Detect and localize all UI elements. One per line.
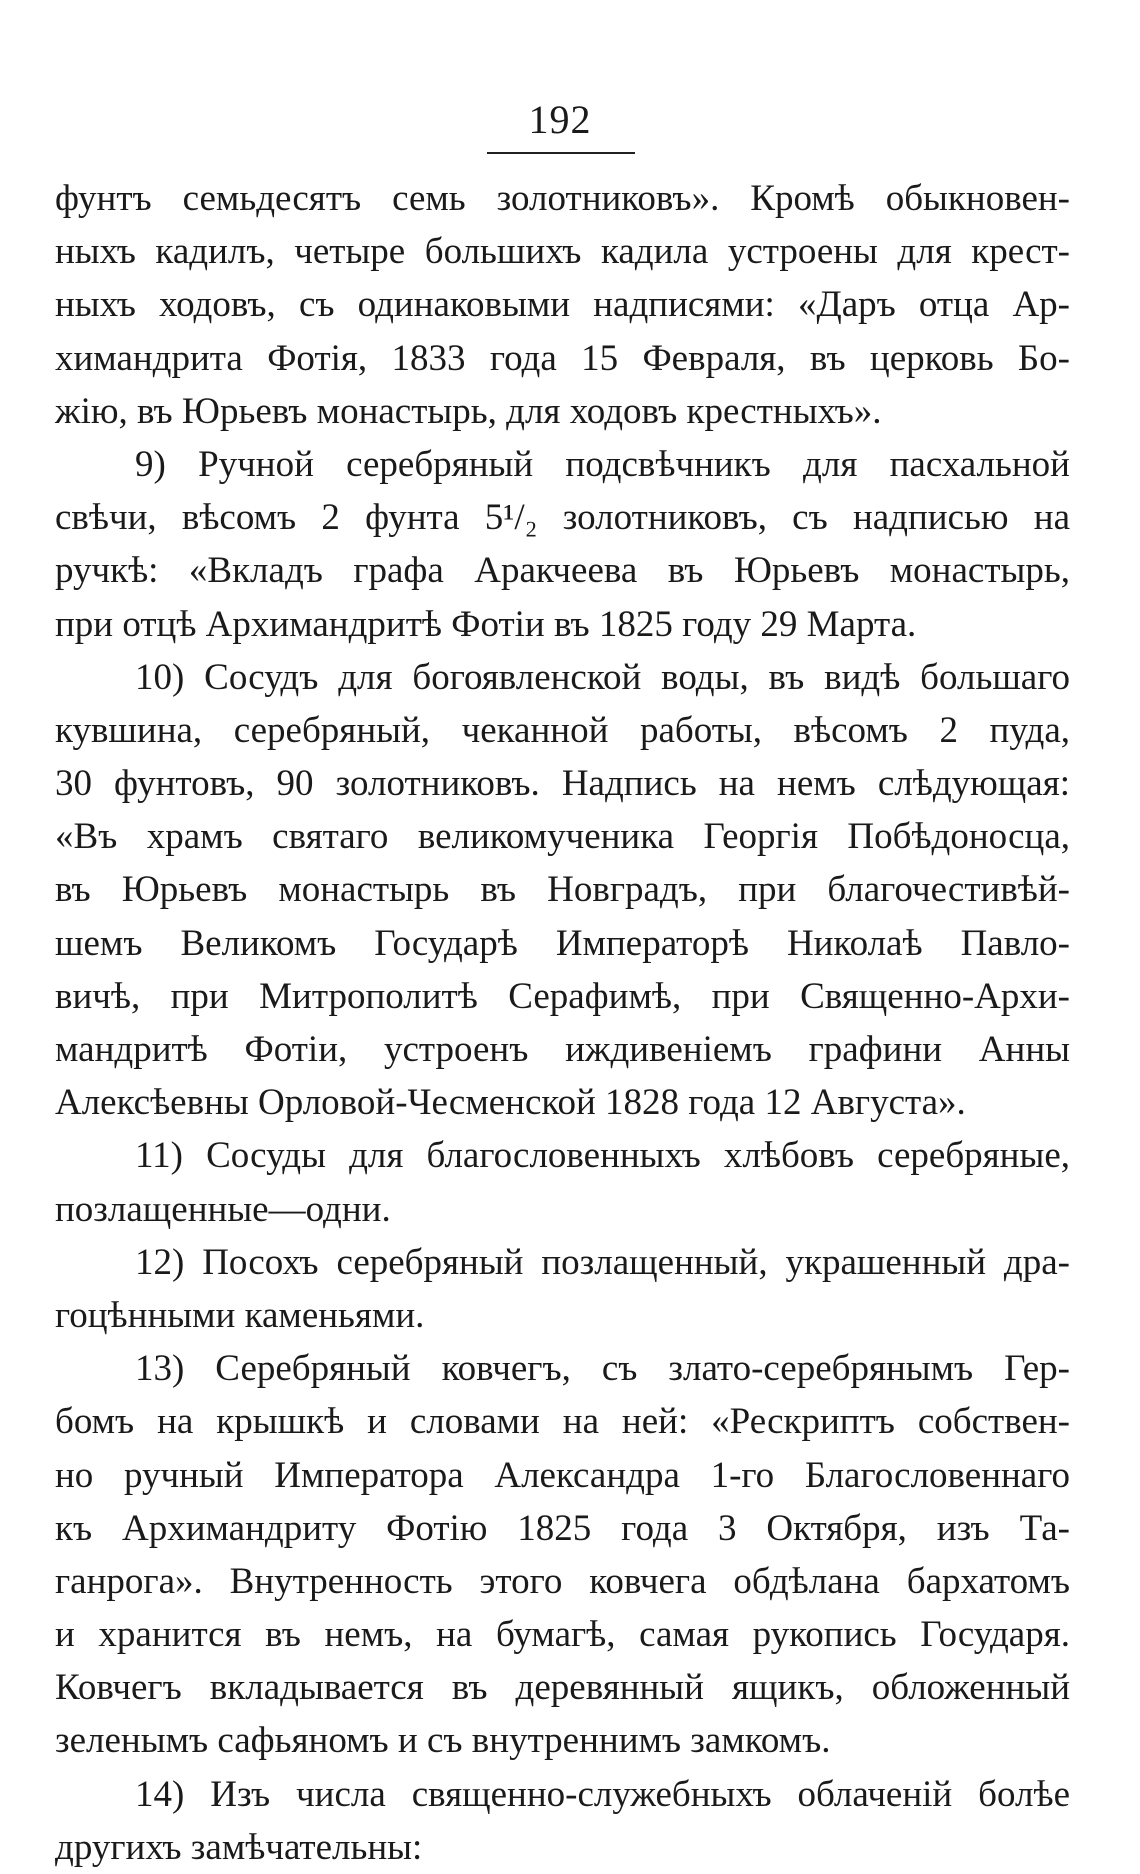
- text-line: «Въ храмъ святаго великомученика Георгія Побѣдоносца,: [55, 816, 1070, 858]
- text-line: 9) Ручной серебряный подсвѣчникъ для пасхальной: [135, 443, 1070, 485]
- text-line: 11) Сосуды для благословенныхъ хлѣбовъ серебряные,: [135, 1135, 1070, 1177]
- text-line: 10) Сосудъ для богоявленской воды, въ видѣ большаго: [135, 656, 1070, 698]
- text-line: ганрога». Внутренность этого ковчега обдѣлана бархатомъ: [55, 1560, 1070, 1602]
- text-line: 12) Посохъ серебряный позлащенный, украшенный дра-: [135, 1241, 1070, 1283]
- text-line: мандритѣ Фотіи, устроенъ иждивеніемъ графини Анны: [55, 1029, 1070, 1070]
- body-text: [55, 172, 1070, 1874]
- text-line: позлащенные—одни.: [55, 1188, 391, 1230]
- page-number-underline: [487, 152, 635, 154]
- text-line: и хранится въ немъ, на бумагѣ, самая рукопись Государя.: [55, 1614, 1070, 1656]
- text-line: ручкѣ: «Вкладъ графа Аракчеева въ Юрьевъ монастырь,: [55, 550, 1070, 592]
- text-line: но ручный Императора Александра 1-го Благословеннаго: [55, 1454, 1070, 1496]
- text-line: бомъ на крышкѣ и словами на ней: «Рескриптъ собствен-: [55, 1401, 1070, 1443]
- text-line: 30 фунтовъ, 90 золотниковъ. Надпись на немъ слѣдующая:: [55, 763, 1070, 805]
- text-line: химандрита Фотія, 1833 года 15 Февраля, въ церковь Бо-: [55, 337, 1070, 379]
- text-line: свѣчи, вѣсомъ 2 фунта 5¹/₂ золотниковъ, съ надписью на: [55, 497, 1070, 539]
- text-line: ныхъ кадилъ, четыре большихъ кадила устроены для крест-: [55, 231, 1070, 273]
- text-line: Алексѣевны Орловой-Чесменской 1828 года 12 Августа».: [55, 1082, 966, 1124]
- text-line: жію, въ Юрьевъ монастырь, для ходовъ крестныхъ».: [55, 390, 882, 432]
- text-line: другихъ замѣчательны:: [55, 1826, 423, 1868]
- page-number: 192: [528, 97, 592, 142]
- text-line: шемъ Великомъ Государѣ Императорѣ Николаѣ Павло-: [55, 922, 1070, 964]
- text-line: при отцѣ Архимандритѣ Фотіи въ 1825 году 29 Марта.: [55, 603, 917, 645]
- text-line: къ Архимандриту Фотію 1825 года 3 Октября, изъ Та-: [55, 1507, 1070, 1549]
- text-line: вичѣ, при Митрополитѣ Серафимѣ, при Священно-Архи-: [55, 975, 1070, 1017]
- text-line: зеленымъ сафьяномъ и съ внутреннимъ замкомъ.: [55, 1720, 831, 1762]
- text-line: ныхъ ходовъ, съ одинаковыми надписями: «Даръ отца Ар-: [55, 284, 1070, 326]
- text-line: Ковчегъ вкладывается въ деревянный ящикъ, обложенный: [55, 1667, 1070, 1709]
- text-line: фунтъ семьдесятъ семь золотниковъ». Кромѣ обыкновен-: [55, 178, 1070, 219]
- text-line: кувшина, серебряный, чеканной работы, вѣсомъ 2 пуда,: [55, 709, 1070, 751]
- text-line: въ Юрьевъ монастырь въ Новградъ, при благочестивѣй-: [55, 869, 1070, 911]
- text-line: 14) Изъ числа священно-служебныхъ облаченій болѣе: [135, 1773, 1070, 1815]
- text-line: 13) Серебряный ковчегъ, съ злато-серебрянымъ Гер-: [135, 1348, 1070, 1390]
- text-line: гоцѣнными каменьями.: [55, 1294, 425, 1336]
